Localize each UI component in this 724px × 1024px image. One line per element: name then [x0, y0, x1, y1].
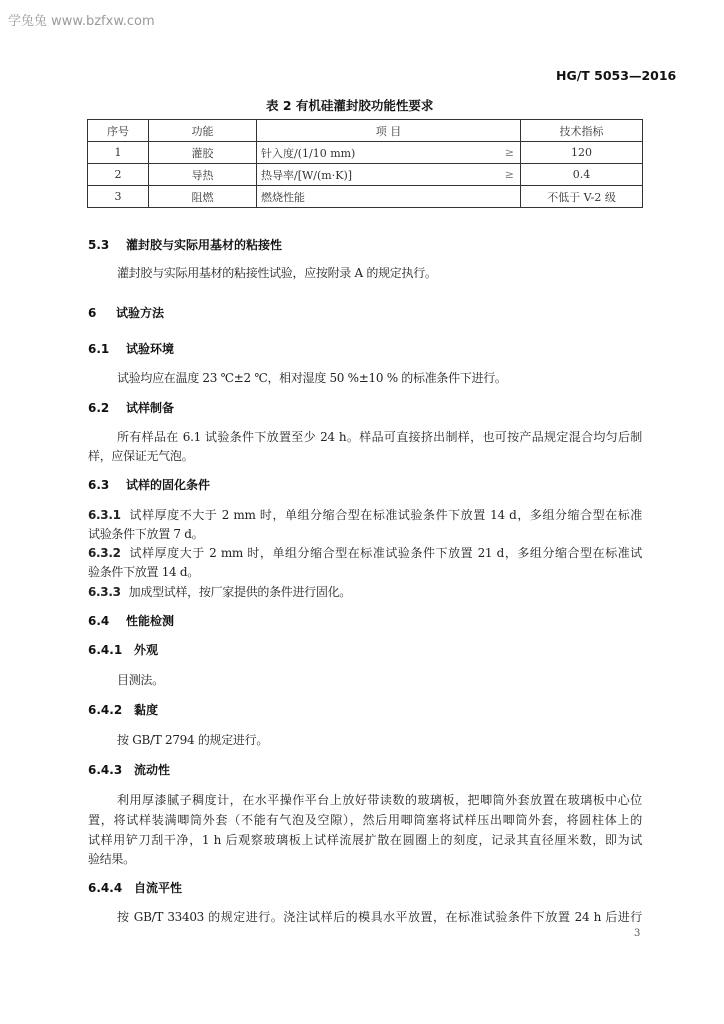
section-title: 灌封胶与实际用基材的粘接性 — [126, 238, 283, 252]
ge-symbol: ≥ — [504, 168, 514, 181]
cell-function: 灌胶 — [149, 142, 257, 164]
clause-6-3-3 — [88, 583, 351, 600]
section-number: 6.4.2 — [88, 703, 123, 717]
cell-function: 导热 — [149, 164, 257, 186]
section-6-3-heading — [88, 476, 210, 493]
section-number: 6.4.3 — [88, 763, 123, 777]
section-number: 6 — [88, 306, 97, 320]
table-row — [88, 186, 643, 208]
page-number: 3 — [634, 928, 641, 939]
cell-item — [257, 186, 521, 208]
paragraph-line: 利用厚漆腻子稠度计，在水平操作平台上放好带读数的玻璃板，把唧筒外套放置在玻璃板中心位 — [117, 793, 642, 807]
section-6-heading — [88, 304, 164, 321]
clause-number: 6.3.2 — [88, 546, 121, 560]
section-number: 6.2 — [88, 401, 110, 415]
paragraph-line: 样，应保证无气泡。 — [88, 449, 194, 463]
section-number: 6.1 — [88, 342, 110, 356]
clause-text: 试样厚度不大于 2 mm 时，单组分缩合型在标准试验条件下放置 14 d，多组分缩合型在标准 — [128, 508, 642, 522]
section-title: 试验方法 — [116, 306, 165, 320]
paragraph-line: 验条件下放置 14 d。 — [88, 565, 199, 579]
section-title: 性能检测 — [126, 614, 175, 628]
paragraph-line: 验结果。 — [88, 852, 135, 866]
section-number: 6.4.1 — [88, 643, 123, 657]
clause-6-3-2 — [88, 544, 642, 561]
clause-number: 6.3.1 — [88, 508, 121, 522]
clause-number: 6.3.3 — [88, 585, 121, 599]
section-title: 黏度 — [134, 703, 159, 717]
section-title: 外观 — [134, 643, 159, 657]
cell-value: 0.4 — [521, 164, 643, 186]
section-title: 试样制备 — [126, 401, 175, 415]
paragraph: 目测法。 — [117, 673, 164, 687]
clause-6-3-1 — [88, 506, 642, 523]
standard-number: HG/T 5053—2016 — [556, 68, 677, 83]
section-6-2-heading — [88, 399, 174, 416]
ge-symbol: ≥ — [504, 146, 514, 159]
section-6-4-4-heading — [88, 879, 182, 896]
cell-no: 1 — [88, 142, 149, 164]
section-6-4-1-heading — [88, 641, 158, 658]
function-requirements-table — [87, 119, 643, 208]
clause-text: 试样厚度大于 2 mm 时，单组分缩合型在标准试验条件下放置 21 d，多组分缩合型在标准试 — [128, 546, 642, 560]
paragraph-line: 试样用铲刀刮干净，1 h 后观察玻璃板上试样流展扩散在圆圈上的刻度，记录其直径厘米数，即为试 — [88, 833, 642, 847]
section-title: 试验环境 — [126, 342, 175, 356]
table-row — [88, 142, 643, 164]
paragraph: 按 GB/T 2794 的规定进行。 — [117, 733, 269, 747]
cell-item — [257, 142, 521, 164]
section-number: 6.4.4 — [88, 881, 123, 895]
header-item: 项 目 — [257, 120, 521, 142]
header-function: 功能 — [149, 120, 257, 142]
paragraph-line: 按 GB/T 33403 的规定进行。浇注试样后的模具水平放置，在标准试验条件下放置 24 h 后进行 — [117, 910, 642, 924]
section-title: 流动性 — [134, 763, 171, 777]
item-text: 燃烧性能 — [261, 190, 305, 204]
table-caption: 表 2 有机硅灌封胶功能性要求 — [266, 98, 434, 113]
section-number: 6.3 — [88, 478, 110, 492]
item-text: 针入度/(1/10 mm) — [261, 146, 356, 160]
section-5-3-heading — [88, 236, 282, 253]
section-number: 6.4 — [88, 614, 110, 628]
section-6-4-3-heading — [88, 761, 170, 778]
section-title: 试样的固化条件 — [126, 478, 211, 492]
section-number: 5.3 — [88, 238, 110, 252]
section-6-1-heading — [88, 340, 174, 357]
cell-value: 不低于 V-2 级 — [521, 186, 643, 208]
cell-no: 2 — [88, 164, 149, 186]
cell-no: 3 — [88, 186, 149, 208]
paragraph: 灌封胶与实际用基材的粘接性试验，应按附录 A 的规定执行。 — [117, 266, 437, 280]
header-spec: 技术指标 — [521, 120, 643, 142]
paragraph-line: 置，将试样装满唧筒外套（不能有气泡及空隙），然后用唧筒塞将试样压出唧筒外套，将圆柱体上的 — [88, 813, 642, 827]
clause-text: 加成型试样，按厂家提供的条件进行固化。 — [128, 585, 351, 599]
paragraph-line: 所有样品在 6.1 试验条件下放置至少 24 h。样品可直接挤出制样，也可按产品规定混合均匀后制 — [117, 430, 642, 444]
paragraph: 试验均应在温度 23 ℃±2 ℃，相对湿度 50 %±10 % 的标准条件下进行。 — [117, 371, 507, 385]
cell-item — [257, 164, 521, 186]
item-text: 热导率/[W/(m·K)] — [261, 168, 353, 182]
section-title: 自流平性 — [134, 881, 183, 895]
cell-function: 阻燃 — [149, 186, 257, 208]
header-no: 序号 — [88, 120, 149, 142]
paragraph-line: 试验条件下放置 7 d。 — [88, 527, 204, 541]
table-row — [88, 164, 643, 186]
section-6-4-heading — [88, 612, 174, 629]
table-header-row — [88, 120, 643, 142]
cell-value: 120 — [521, 142, 643, 164]
section-6-4-2-heading — [88, 701, 158, 718]
watermark: 学兔兔 www.bzfxw.com — [8, 14, 155, 29]
